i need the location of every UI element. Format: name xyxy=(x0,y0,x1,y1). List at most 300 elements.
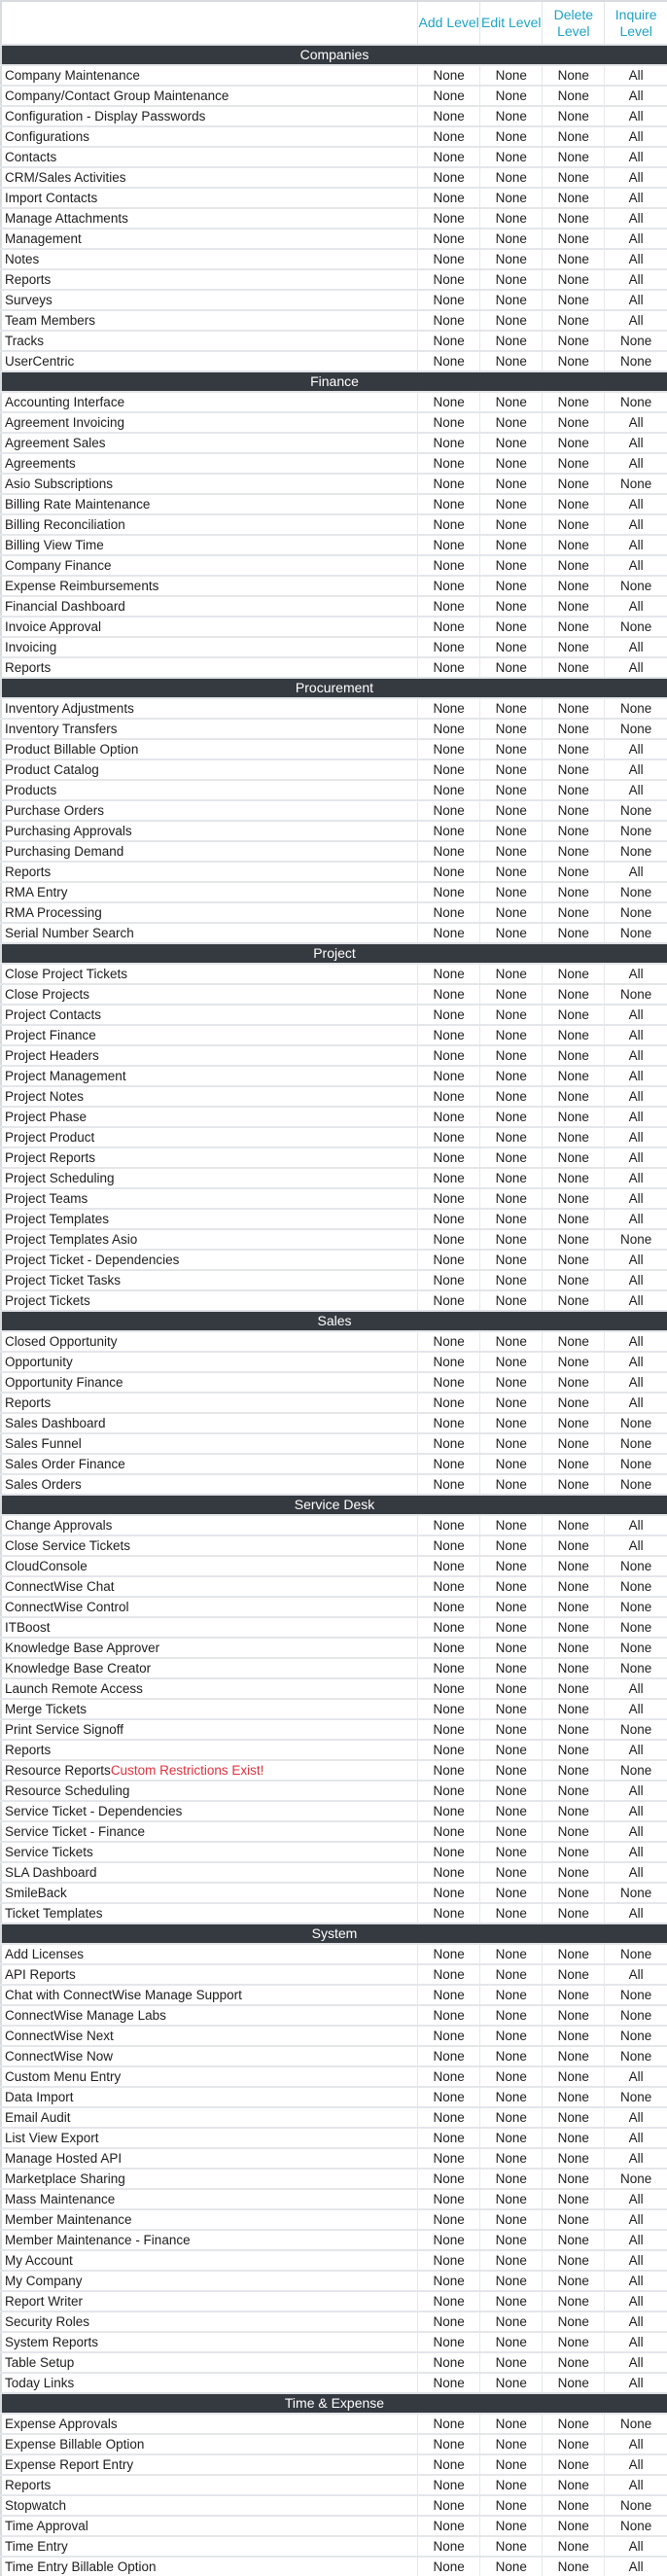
edit-level-value[interactable]: None xyxy=(480,821,543,841)
inquire-level-value[interactable]: All xyxy=(605,2332,667,2352)
add-level-value[interactable]: None xyxy=(418,331,480,351)
delete-level-value[interactable]: None xyxy=(543,2557,605,2576)
table-row[interactable] xyxy=(1,1393,667,1413)
delete-level-value[interactable]: None xyxy=(543,1740,605,1760)
add-level-value[interactable]: None xyxy=(418,86,480,106)
add-level-value[interactable]: None xyxy=(418,2271,480,2291)
add-level-value[interactable]: None xyxy=(418,2332,480,2352)
add-level-value[interactable]: None xyxy=(418,2148,480,2169)
add-level-value[interactable]: None xyxy=(418,65,480,86)
table-row[interactable] xyxy=(1,269,667,290)
delete-level-value[interactable]: None xyxy=(543,576,605,596)
inquire-level-value[interactable]: All xyxy=(605,106,667,126)
inquire-level-value[interactable]: None xyxy=(605,1433,667,1454)
table-row[interactable] xyxy=(1,167,667,188)
add-level-value[interactable]: None xyxy=(418,1944,480,1964)
inquire-level-value[interactable]: All xyxy=(605,2454,667,2475)
table-row[interactable] xyxy=(1,1372,667,1393)
edit-level-value[interactable]: None xyxy=(480,882,543,902)
inquire-level-value[interactable]: All xyxy=(605,1005,667,1025)
delete-level-value[interactable]: None xyxy=(543,1147,605,1168)
add-level-value[interactable]: None xyxy=(418,1883,480,1903)
delete-level-value[interactable]: None xyxy=(543,1005,605,1025)
inquire-level-value[interactable]: All xyxy=(605,1209,667,1229)
add-level-value[interactable]: None xyxy=(418,1290,480,1311)
add-level-value[interactable]: None xyxy=(418,126,480,147)
edit-level-value[interactable]: None xyxy=(480,2557,543,2576)
edit-level-value[interactable]: None xyxy=(480,1699,543,1719)
add-level-value[interactable]: None xyxy=(418,657,480,678)
inquire-level-value[interactable]: None xyxy=(605,2005,667,2026)
table-row[interactable] xyxy=(1,1678,667,1699)
delete-level-value[interactable]: None xyxy=(543,1025,605,1045)
delete-level-value[interactable]: None xyxy=(543,392,605,412)
delete-level-value[interactable]: None xyxy=(543,269,605,290)
delete-level-value[interactable]: None xyxy=(543,800,605,821)
inquire-level-value[interactable]: All xyxy=(605,2434,667,2454)
add-level-value[interactable]: None xyxy=(418,923,480,943)
add-level-value[interactable]: None xyxy=(418,2087,480,2107)
custom-restrictions-warning[interactable]: Custom Restrictions Exist! xyxy=(110,1763,264,1778)
inquire-level-value[interactable]: All xyxy=(605,2107,667,2128)
edit-level-value[interactable]: None xyxy=(480,2352,543,2373)
inquire-level-value[interactable]: None xyxy=(605,2495,667,2516)
table-row[interactable] xyxy=(1,2148,667,2169)
inquire-level-value[interactable]: All xyxy=(605,1331,667,1352)
add-level-value[interactable]: None xyxy=(418,1454,480,1474)
add-level-value[interactable]: None xyxy=(418,964,480,984)
add-level-value[interactable]: None xyxy=(418,1535,480,1556)
add-level-value[interactable]: None xyxy=(418,1025,480,1045)
table-row[interactable] xyxy=(1,514,667,535)
add-level-value[interactable]: None xyxy=(418,2373,480,2393)
edit-level-value[interactable]: None xyxy=(480,2250,543,2271)
edit-level-value[interactable]: None xyxy=(480,596,543,617)
delete-level-value[interactable]: None xyxy=(543,1576,605,1597)
delete-level-value[interactable]: None xyxy=(543,2066,605,2087)
edit-level-value[interactable]: None xyxy=(480,1413,543,1433)
inquire-level-value[interactable]: All xyxy=(605,2536,667,2557)
delete-level-value[interactable]: None xyxy=(543,923,605,943)
edit-level-value[interactable]: None xyxy=(480,269,543,290)
delete-level-value[interactable]: None xyxy=(543,617,605,637)
table-row[interactable] xyxy=(1,2005,667,2026)
edit-level-value[interactable]: None xyxy=(480,1270,543,1290)
table-row[interactable] xyxy=(1,596,667,617)
edit-level-value[interactable]: None xyxy=(480,1658,543,1678)
inquire-level-value[interactable]: All xyxy=(605,167,667,188)
inquire-level-value[interactable]: All xyxy=(605,2311,667,2332)
table-row[interactable] xyxy=(1,208,667,229)
add-level-value[interactable]: None xyxy=(418,1331,480,1352)
table-row[interactable] xyxy=(1,188,667,208)
delete-level-value[interactable]: None xyxy=(543,1107,605,1127)
delete-level-value[interactable]: None xyxy=(543,1597,605,1617)
inquire-level-value[interactable]: All xyxy=(605,208,667,229)
edit-level-value[interactable]: None xyxy=(480,1045,543,1066)
delete-level-value[interactable]: None xyxy=(543,1086,605,1107)
table-row[interactable] xyxy=(1,1413,667,1433)
edit-level-value[interactable]: None xyxy=(480,1740,543,1760)
table-row[interactable] xyxy=(1,984,667,1005)
inquire-level-value[interactable]: All xyxy=(605,739,667,759)
add-level-value[interactable]: None xyxy=(418,2128,480,2148)
edit-level-value[interactable]: None xyxy=(480,617,543,637)
table-row[interactable] xyxy=(1,1781,667,1801)
edit-level-value[interactable]: None xyxy=(480,2066,543,2087)
delete-level-value[interactable]: None xyxy=(543,2209,605,2230)
table-row[interactable] xyxy=(1,1719,667,1740)
inquire-level-value[interactable]: All xyxy=(605,780,667,800)
table-row[interactable] xyxy=(1,2026,667,2046)
inquire-level-value[interactable]: All xyxy=(605,494,667,514)
edit-level-value[interactable]: None xyxy=(480,2189,543,2209)
table-row[interactable] xyxy=(1,2169,667,2189)
table-row[interactable] xyxy=(1,474,667,494)
delete-level-value[interactable]: None xyxy=(543,698,605,719)
inquire-level-value[interactable]: All xyxy=(605,1352,667,1372)
delete-level-value[interactable]: None xyxy=(543,1045,605,1066)
delete-level-value[interactable]: None xyxy=(543,821,605,841)
add-level-value[interactable]: None xyxy=(418,1597,480,1617)
delete-level-value[interactable]: None xyxy=(543,2128,605,2148)
add-level-value[interactable]: None xyxy=(418,514,480,535)
delete-level-value[interactable]: None xyxy=(543,984,605,1005)
edit-level-value[interactable]: None xyxy=(480,1250,543,1270)
edit-level-value[interactable]: None xyxy=(480,2209,543,2230)
inquire-level-value[interactable]: All xyxy=(605,2189,667,2209)
delete-level-value[interactable]: None xyxy=(543,1903,605,1923)
edit-level-value[interactable]: None xyxy=(480,800,543,821)
delete-level-value[interactable]: None xyxy=(543,1883,605,1903)
table-row[interactable] xyxy=(1,1147,667,1168)
edit-level-value[interactable]: None xyxy=(480,1719,543,1740)
inquire-level-value[interactable]: None xyxy=(605,1474,667,1495)
add-level-value[interactable]: None xyxy=(418,1903,480,1923)
edit-level-value[interactable]: None xyxy=(480,576,543,596)
inquire-level-value[interactable]: None xyxy=(605,698,667,719)
delete-level-value[interactable]: None xyxy=(543,902,605,923)
delete-level-value[interactable]: None xyxy=(543,1801,605,1821)
delete-level-value[interactable]: None xyxy=(543,167,605,188)
table-row[interactable] xyxy=(1,2557,667,2576)
add-level-value[interactable]: None xyxy=(418,1066,480,1086)
table-row[interactable] xyxy=(1,392,667,412)
delete-level-value[interactable]: None xyxy=(543,1250,605,1270)
table-row[interactable] xyxy=(1,1556,667,1576)
table-row[interactable] xyxy=(1,1107,667,1127)
delete-level-value[interactable]: None xyxy=(543,535,605,555)
inquire-level-value[interactable]: None xyxy=(605,2516,667,2536)
inquire-level-value[interactable]: All xyxy=(605,2475,667,2495)
edit-level-value[interactable]: None xyxy=(480,902,543,923)
table-row[interactable] xyxy=(1,1617,667,1638)
inquire-level-value[interactable]: All xyxy=(605,1086,667,1107)
edit-level-value[interactable]: None xyxy=(480,351,543,371)
table-row[interactable] xyxy=(1,2373,667,2393)
edit-level-value[interactable]: None xyxy=(480,1862,543,1883)
table-row[interactable] xyxy=(1,2066,667,2087)
add-level-value[interactable]: None xyxy=(418,617,480,637)
inquire-level-value[interactable]: All xyxy=(605,535,667,555)
table-row[interactable] xyxy=(1,1352,667,1372)
table-row[interactable] xyxy=(1,229,667,249)
add-level-value[interactable]: None xyxy=(418,474,480,494)
table-row[interactable] xyxy=(1,1842,667,1862)
edit-level-value[interactable]: None xyxy=(480,2536,543,2557)
add-level-value[interactable]: None xyxy=(418,1719,480,1740)
add-level-value[interactable]: None xyxy=(418,290,480,310)
inquire-level-value[interactable]: None xyxy=(605,1617,667,1638)
edit-level-value[interactable]: None xyxy=(480,106,543,126)
add-level-value[interactable]: None xyxy=(418,821,480,841)
edit-level-value[interactable]: None xyxy=(480,2311,543,2332)
inquire-level-value[interactable]: All xyxy=(605,1801,667,1821)
table-row[interactable] xyxy=(1,453,667,474)
add-level-value[interactable]: None xyxy=(418,596,480,617)
edit-level-value[interactable]: None xyxy=(480,2107,543,2128)
table-row[interactable] xyxy=(1,1515,667,1535)
edit-level-value[interactable]: None xyxy=(480,290,543,310)
table-row[interactable] xyxy=(1,1964,667,1985)
delete-level-value[interactable]: None xyxy=(543,2352,605,2373)
edit-level-value[interactable]: None xyxy=(480,1597,543,1617)
edit-level-value[interactable]: None xyxy=(480,1005,543,1025)
inquire-level-value[interactable]: All xyxy=(605,2128,667,2148)
table-row[interactable] xyxy=(1,1658,667,1678)
inquire-level-value[interactable]: None xyxy=(605,1454,667,1474)
table-row[interactable] xyxy=(1,535,667,555)
table-row[interactable] xyxy=(1,2311,667,2332)
add-level-value[interactable]: None xyxy=(418,1842,480,1862)
add-level-value[interactable]: None xyxy=(418,433,480,453)
add-level-value[interactable]: None xyxy=(418,1617,480,1638)
inquire-level-value[interactable]: None xyxy=(605,1719,667,1740)
edit-level-value[interactable]: None xyxy=(480,1638,543,1658)
edit-level-value[interactable]: None xyxy=(480,1209,543,1229)
inquire-level-value[interactable]: None xyxy=(605,1576,667,1597)
delete-level-value[interactable]: None xyxy=(543,351,605,371)
delete-level-value[interactable]: None xyxy=(543,759,605,780)
add-level-value[interactable]: None xyxy=(418,2516,480,2536)
add-level-value[interactable]: None xyxy=(418,2311,480,2332)
add-level-value[interactable]: None xyxy=(418,780,480,800)
table-row[interactable] xyxy=(1,2128,667,2148)
add-level-value[interactable]: None xyxy=(418,1740,480,1760)
add-level-value[interactable]: None xyxy=(418,1760,480,1781)
add-level-value[interactable]: None xyxy=(418,1107,480,1127)
table-row[interactable] xyxy=(1,902,667,923)
edit-level-value[interactable]: None xyxy=(480,1678,543,1699)
table-row[interactable] xyxy=(1,249,667,269)
add-level-value[interactable]: None xyxy=(418,1781,480,1801)
add-level-value[interactable]: None xyxy=(418,147,480,167)
add-level-value[interactable]: None xyxy=(418,2189,480,2209)
table-row[interactable] xyxy=(1,780,667,800)
delete-level-value[interactable]: None xyxy=(543,1658,605,1678)
delete-level-value[interactable]: None xyxy=(543,65,605,86)
edit-level-value[interactable]: None xyxy=(480,555,543,576)
edit-level-value[interactable]: None xyxy=(480,2373,543,2393)
add-level-value[interactable]: None xyxy=(418,2352,480,2373)
edit-level-value[interactable]: None xyxy=(480,1107,543,1127)
table-row[interactable] xyxy=(1,1821,667,1842)
edit-level-value[interactable]: None xyxy=(480,2005,543,2026)
delete-level-value[interactable]: None xyxy=(543,2046,605,2066)
delete-level-value[interactable]: None xyxy=(543,1821,605,1842)
inquire-level-value[interactable]: All xyxy=(605,1025,667,1045)
delete-level-value[interactable]: None xyxy=(543,2005,605,2026)
delete-level-value[interactable]: None xyxy=(543,229,605,249)
inquire-level-value[interactable]: None xyxy=(605,821,667,841)
inquire-level-value[interactable]: None xyxy=(605,1638,667,1658)
table-row[interactable] xyxy=(1,2087,667,2107)
add-level-value[interactable]: None xyxy=(418,800,480,821)
add-level-value[interactable]: None xyxy=(418,719,480,739)
delete-level-value[interactable]: None xyxy=(543,453,605,474)
add-level-value[interactable]: None xyxy=(418,1964,480,1985)
edit-level-value[interactable]: None xyxy=(480,1331,543,1352)
delete-level-value[interactable]: None xyxy=(543,555,605,576)
table-row[interactable] xyxy=(1,2250,667,2271)
edit-level-value[interactable]: None xyxy=(480,1903,543,1923)
table-row[interactable] xyxy=(1,2475,667,2495)
edit-level-value[interactable]: None xyxy=(480,698,543,719)
add-level-value[interactable]: None xyxy=(418,229,480,249)
delete-level-value[interactable]: None xyxy=(543,1699,605,1719)
delete-level-value[interactable]: None xyxy=(543,2475,605,2495)
inquire-level-value[interactable]: All xyxy=(605,2557,667,2576)
inquire-level-value[interactable]: All xyxy=(605,1781,667,1801)
delete-level-value[interactable]: None xyxy=(543,1066,605,1086)
delete-level-value[interactable]: None xyxy=(543,514,605,535)
add-level-value[interactable]: None xyxy=(418,351,480,371)
table-row[interactable] xyxy=(1,617,667,637)
inquire-level-value[interactable]: All xyxy=(605,1372,667,1393)
edit-level-value[interactable]: None xyxy=(480,1086,543,1107)
inquire-level-value[interactable]: None xyxy=(605,923,667,943)
delete-level-value[interactable]: None xyxy=(543,412,605,433)
inquire-level-value[interactable]: None xyxy=(605,392,667,412)
add-level-value[interactable]: None xyxy=(418,759,480,780)
edit-level-value[interactable]: None xyxy=(480,1515,543,1535)
add-level-value[interactable]: None xyxy=(418,535,480,555)
table-row[interactable] xyxy=(1,1045,667,1066)
delete-level-value[interactable]: None xyxy=(543,862,605,882)
add-level-value[interactable]: None xyxy=(418,1372,480,1393)
inquire-level-value[interactable]: None xyxy=(605,617,667,637)
add-level-value[interactable]: None xyxy=(418,1413,480,1433)
edit-level-value[interactable]: None xyxy=(480,719,543,739)
edit-level-value[interactable]: None xyxy=(480,984,543,1005)
edit-level-value[interactable]: None xyxy=(480,1985,543,2005)
delete-level-value[interactable]: None xyxy=(543,596,605,617)
delete-level-value[interactable]: None xyxy=(543,433,605,453)
add-level-value[interactable]: None xyxy=(418,392,480,412)
table-row[interactable] xyxy=(1,576,667,596)
delete-level-value[interactable]: None xyxy=(543,719,605,739)
inquire-level-value[interactable]: None xyxy=(605,1883,667,1903)
table-row[interactable] xyxy=(1,2536,667,2557)
table-row[interactable] xyxy=(1,1740,667,1760)
table-row[interactable] xyxy=(1,1454,667,1474)
add-level-value[interactable]: None xyxy=(418,1556,480,1576)
table-row[interactable] xyxy=(1,964,667,984)
edit-level-value[interactable]: None xyxy=(480,310,543,331)
delete-level-value[interactable]: None xyxy=(543,1372,605,1393)
delete-level-value[interactable]: None xyxy=(543,2026,605,2046)
add-level-value[interactable]: None xyxy=(418,1005,480,1025)
add-level-value[interactable]: None xyxy=(418,2414,480,2434)
edit-level-value[interactable]: None xyxy=(480,1372,543,1393)
inquire-level-value[interactable]: None xyxy=(605,2087,667,2107)
edit-level-value[interactable]: None xyxy=(480,739,543,759)
edit-level-value[interactable]: None xyxy=(480,392,543,412)
add-level-value[interactable]: None xyxy=(418,1985,480,2005)
edit-level-value[interactable]: None xyxy=(480,637,543,657)
delete-level-value[interactable]: None xyxy=(543,1393,605,1413)
inquire-level-value[interactable]: All xyxy=(605,1964,667,1985)
edit-level-value[interactable]: None xyxy=(480,2332,543,2352)
column-header-add-level[interactable]: Add Level xyxy=(418,1,480,45)
table-row[interactable] xyxy=(1,1331,667,1352)
delete-level-value[interactable]: None xyxy=(543,1352,605,1372)
delete-level-value[interactable]: None xyxy=(543,2230,605,2250)
table-row[interactable] xyxy=(1,923,667,943)
delete-level-value[interactable]: None xyxy=(543,1678,605,1699)
table-row[interactable] xyxy=(1,1474,667,1495)
table-row[interactable] xyxy=(1,1576,667,1597)
edit-level-value[interactable]: None xyxy=(480,759,543,780)
table-row[interactable] xyxy=(1,412,667,433)
delete-level-value[interactable]: None xyxy=(543,882,605,902)
table-row[interactable] xyxy=(1,65,667,86)
add-level-value[interactable]: None xyxy=(418,1045,480,1066)
edit-level-value[interactable]: None xyxy=(480,453,543,474)
inquire-level-value[interactable]: All xyxy=(605,229,667,249)
table-row[interactable] xyxy=(1,2434,667,2454)
add-level-value[interactable]: None xyxy=(418,637,480,657)
add-level-value[interactable]: None xyxy=(418,249,480,269)
add-level-value[interactable]: None xyxy=(418,1188,480,1209)
add-level-value[interactable]: None xyxy=(418,555,480,576)
edit-level-value[interactable]: None xyxy=(480,1025,543,1045)
edit-level-value[interactable]: None xyxy=(480,1433,543,1454)
table-row[interactable] xyxy=(1,2454,667,2475)
inquire-level-value[interactable]: None xyxy=(605,1944,667,1964)
inquire-level-value[interactable]: None xyxy=(605,331,667,351)
delete-level-value[interactable]: None xyxy=(543,1515,605,1535)
delete-level-value[interactable]: None xyxy=(543,2434,605,2454)
delete-level-value[interactable]: None xyxy=(543,474,605,494)
add-level-value[interactable]: None xyxy=(418,1086,480,1107)
delete-level-value[interactable]: None xyxy=(543,739,605,759)
inquire-level-value[interactable]: All xyxy=(605,1290,667,1311)
add-level-value[interactable]: None xyxy=(418,1229,480,1250)
add-level-value[interactable]: None xyxy=(418,494,480,514)
table-row[interactable] xyxy=(1,1433,667,1454)
inquire-level-value[interactable]: All xyxy=(605,1903,667,1923)
table-row[interactable] xyxy=(1,1127,667,1147)
inquire-level-value[interactable]: None xyxy=(605,576,667,596)
table-row[interactable] xyxy=(1,719,667,739)
delete-level-value[interactable]: None xyxy=(543,1168,605,1188)
table-row[interactable] xyxy=(1,126,667,147)
add-level-value[interactable]: None xyxy=(418,1862,480,1883)
delete-level-value[interactable]: None xyxy=(543,2536,605,2557)
add-level-value[interactable]: None xyxy=(418,2557,480,2576)
edit-level-value[interactable]: None xyxy=(480,249,543,269)
